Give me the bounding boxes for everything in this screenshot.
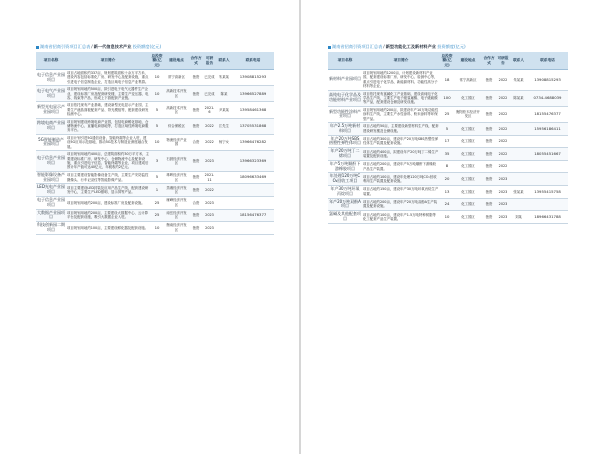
feasibility-report-cell: 2022 <box>496 160 510 173</box>
cooperation-cell: 独资 <box>482 173 496 186</box>
project-name-cell: 年产5万吨顺酐下游橡胶项目 <box>328 160 362 173</box>
right-caption-unit: 投资额度(亿元) <box>437 44 466 49</box>
right-table-body <box>328 70 568 224</box>
feasibility-report-cell: 2023 <box>203 222 216 235</box>
investment-cell: 35 <box>440 148 454 161</box>
cooperation-cell: 独资 <box>482 148 496 161</box>
right-caption-category: 新型功能化工及新材料产业 <box>385 44 436 49</box>
contact-person-cell <box>216 222 232 235</box>
project-description-cell: 项目规划用地约500亩，拟引进电子电气元器件生产企业，建设标准厂房及配套研发楼，主要生产变压器、电容、线束等产品，形成上下游配套产业链。 <box>67 87 149 101</box>
project-name-cell: LED光电产业园项目 <box>36 184 66 197</box>
contact-person-cell: 陈某 <box>216 86 232 102</box>
column-header: 合作方式 <box>189 52 203 70</box>
feasibility-report-cell: 2022 <box>496 90 510 106</box>
table-row <box>36 196 274 209</box>
project-name-cell: 5G智能制造产业园项目 <box>36 134 66 150</box>
project-description-cell: 项目占地约400亩，拟建设年产20万吨丁二烯生产装置及配套设施。 <box>362 148 440 161</box>
location-cell: 化工园区 <box>454 148 482 161</box>
table-row <box>328 123 568 136</box>
project-name-cell: 新型光电显示产业园项目 <box>36 102 66 118</box>
cooperation-cell: 独资 <box>189 102 203 118</box>
investment-cell: 18 <box>440 70 454 91</box>
contact-person-cell: 张某某 <box>510 186 527 199</box>
feasibility-report-cell: 2021.11 <box>203 171 216 184</box>
left-caption-unit: 投资额度(亿元) <box>132 44 162 49</box>
project-description-cell: 项目规划用地约200亩，建设标准厂房及配套设施。 <box>66 196 150 209</box>
left-caption-category: 新一代信息技术产业 <box>93 44 132 49</box>
table-row <box>328 106 568 122</box>
feasibility-report-cell: 2022 <box>496 148 510 161</box>
investment-cell: 17 <box>440 135 454 148</box>
project-description-cell: 项目计划引进5G通信设备、智能终端等企业入驻，建设5G应用示范基地，推动5G技术与制造业深度融合发展。 <box>66 134 150 150</box>
investment-cell: 100 <box>440 90 454 106</box>
column-header: 可研报告 <box>203 52 216 70</box>
column-header: 总投资额(亿元) <box>440 52 454 70</box>
project-name-cell: 年产30万吨环氧丙烷项目 <box>328 186 362 199</box>
table-row <box>36 86 274 102</box>
contact-person-cell <box>510 106 527 122</box>
table-row <box>328 90 568 106</box>
cooperation-cell: 独资 <box>482 90 496 106</box>
column-header: 建设地点 <box>164 52 189 70</box>
table-row <box>36 151 274 172</box>
phone-cell: 13966527889 <box>232 86 274 102</box>
contact-person-cell: 刘某 <box>510 211 527 224</box>
phone-cell <box>232 184 274 197</box>
phone-cell <box>527 173 568 186</box>
table-row <box>328 148 568 161</box>
contact-person-cell: 朱某某 <box>216 70 232 86</box>
contact-person-cell <box>216 171 232 184</box>
project-name-cell: 年产20万吨双酚A项目 <box>328 198 362 211</box>
feasibility-report-cell: 2022 <box>203 118 216 134</box>
phone-cell: 18155476377 <box>527 106 568 122</box>
left-table-body <box>36 70 274 235</box>
phone-cell: 13705531868 <box>232 118 274 134</box>
feasibility-report-cell: 已完成 <box>203 70 216 86</box>
location-cell: 高新技术开发区 <box>164 102 189 118</box>
table-row <box>36 70 274 86</box>
phone-cell: 18966431788 <box>527 211 568 224</box>
project-description-cell: 项目规划用地约200亩，拟建设年产10万吨功能性涂料生产线，主要生产水性涂料、粉末涂料等环保型产品。 <box>363 107 439 121</box>
cooperation-cell: 独资 <box>482 123 496 136</box>
project-description-cell: 项目占地约150亩，建设年产30万吨环氧丙烷生产装置。 <box>362 186 440 199</box>
left-page <box>0 0 299 454</box>
phone-cell <box>527 198 568 211</box>
investment-cell: 24 <box>440 198 454 211</box>
investment-cell: 25 <box>440 106 454 122</box>
contact-person-cell: 江先生 <box>216 118 232 134</box>
cooperation-cell: 独资 <box>189 222 203 235</box>
column-header: 建设地点 <box>454 52 482 70</box>
phone-cell: 13958461368 <box>232 102 274 118</box>
phone-cell <box>527 160 568 173</box>
table-row <box>36 184 274 197</box>
section-marker-icon <box>328 46 331 49</box>
cooperation-cell: 独资 <box>482 211 496 224</box>
left-table-header <box>36 52 274 70</box>
right-table-caption: 湖南省招商引资项目汇总表/新型功能化工及新材料产业 投资额度(亿元) <box>328 44 466 50</box>
table-row <box>328 70 568 91</box>
feasibility-report-cell: 2022 <box>496 123 510 136</box>
contact-person-cell: 尹某某 <box>216 102 232 118</box>
feasibility-report-cell: 2023 <box>203 209 216 222</box>
table-row <box>328 211 568 224</box>
location-cell: 化工园区 <box>454 90 482 106</box>
cooperation-cell: 合资 <box>189 134 203 150</box>
project-description-cell: 项目依托现有产业基础，建设新型光电显示产业园，主要生产液晶面板配套产品、背光模组等，配套建设研发检测中心。 <box>67 103 149 117</box>
project-description-cell: 项目占地约50亩，主要建设新型材料生产线，配套建设研发楼及仓储设施。 <box>362 123 440 136</box>
project-name-cell: 高纯电子化学品及功能材料产业项目 <box>328 90 362 106</box>
feasibility-report-cell: 2023 <box>496 211 510 224</box>
location-cell: 石鼓经济开发区 <box>164 151 189 172</box>
location-cell: 南岳经济开发区 <box>164 209 189 222</box>
investment-cell: 13 <box>440 186 454 199</box>
location-cell: 常宁高新区 <box>164 70 189 86</box>
table-row <box>328 198 568 211</box>
cooperation-cell: 独资 <box>482 198 496 211</box>
column-header: 总投资额(亿元) <box>150 52 164 70</box>
phone-cell: 13966323369 <box>232 151 274 172</box>
investment-cell: 10 <box>150 86 164 102</box>
table-row <box>328 135 568 148</box>
location-cell: 综合保税区 <box>164 118 189 134</box>
contact-person-cell <box>510 135 527 148</box>
project-description-cell: 项目占地约300亩，建设年产20万吨SBS热塑性弹性体生产装置及配套设施。 <box>362 135 440 148</box>
table-row <box>36 134 274 150</box>
column-header: 项目名称 <box>328 52 362 70</box>
feasibility-report-cell: 2022 <box>496 106 510 122</box>
project-name-cell: 大数据产业园项目 <box>36 209 66 222</box>
cooperation-cell: 独资 <box>189 209 203 222</box>
table-row <box>328 160 568 173</box>
project-description-cell: 项目主要建设智能影像设备生产线，主要生产安防监控摄像头、行车记录仪等智能影像产品。 <box>66 171 150 184</box>
feasibility-report-cell: 2022 <box>496 135 510 148</box>
project-description-cell: 项目规划用地约200亩，主要建设大数据中心、云计算平台及配套设施，吸引大数据企业入驻。 <box>66 209 150 222</box>
feasibility-report-cell: 2023 <box>203 196 216 209</box>
cooperation-cell: 独资 <box>189 151 203 172</box>
contact-person-cell <box>510 148 527 161</box>
cooperation-cell: 独资 <box>482 186 496 199</box>
location-cell: 化工园区 <box>454 186 482 199</box>
investment-cell: 3 <box>150 151 164 172</box>
cooperation-cell: 独资 <box>189 184 203 197</box>
project-description-cell: 项目占地面积约337亩，规划建筑面积十余万平方米，建设内容包括标准化厂房、研发中心及配套设施，重点引进电子信息制造企业，打造区域电子信息产业集群。 <box>67 71 149 84</box>
right-caption-prefix: 湖南省招商引资项目汇总表 <box>332 44 383 49</box>
column-header: 联系人 <box>216 52 232 70</box>
contact-person-cell <box>510 160 527 173</box>
phone-cell: 18156476377 <box>232 209 274 222</box>
location-cell: 衡南经济开发区 <box>164 222 189 235</box>
project-description-cell: 项目规划用地约100亩，主要建设孵化器及配套设施。 <box>66 222 150 235</box>
column-header: 可研报告 <box>496 52 510 70</box>
contact-person-cell: 陈某某 <box>510 90 527 106</box>
investment-cell: 10 <box>150 222 164 235</box>
feasibility-report-cell: 2023 <box>496 186 510 199</box>
project-description-cell: 项目规划用地约400亩，总建筑面积约30万平方米，主要建设标准厂房、研发中心、仓储物流中心及配套设施，重点引进电子信息、智能终端等企业，项目建成后预计年产值可达40亿元，年税收约2亿元。 <box>67 152 149 170</box>
project-name-cell: 电子信息产业园项目 <box>36 151 66 172</box>
investment-cell: 5 <box>150 102 164 118</box>
table-row <box>36 209 274 222</box>
phone-cell: 13908815293 <box>232 70 274 86</box>
investment-cell: 25 <box>150 196 164 209</box>
table-row <box>36 171 274 184</box>
location-cell: 高新技术开发区 <box>164 86 189 102</box>
project-description-cell: 项目占地约100亩，建设年产1.5万吨特种树脂等化工配套产品生产装置。 <box>362 211 440 224</box>
phone-cell <box>232 222 274 235</box>
location-cell: 衡阳松木经济开发区 <box>454 106 482 122</box>
feasibility-report-cell: 2022 <box>203 134 216 150</box>
investment-cell: 1 <box>150 184 164 197</box>
project-name-cell: 电子信息产业园项目 <box>36 70 66 86</box>
investment-cell: 5 <box>150 118 164 134</box>
project-name-cell: 年处理120万吨CO₂回收工项目 <box>328 173 362 186</box>
project-description-cell: 项目依托现有氯碱化工产业基础，建设高纯电子化学品生产线，主要生产电子级氢氟酸、电子级硫酸等产品，配套建设仓储及研发设施。 <box>362 90 440 106</box>
investment-cell: 25 <box>150 209 164 222</box>
cooperation-cell: 独资 <box>482 160 496 173</box>
feasibility-report-cell: 2021.6 <box>203 102 216 118</box>
contact-person-cell <box>216 209 232 222</box>
investment-cell: 10 <box>150 70 164 86</box>
feasibility-report-cell: 2023 <box>203 151 216 172</box>
project-description-cell: 项目主要建设LED封装及应用产品生产线，配套建设研发中心，主要生产LED照明、显示屏等产品。 <box>66 184 150 197</box>
location-cell: 珠晖经济开发区 <box>164 171 189 184</box>
phone-cell: 13955415758 <box>527 186 568 199</box>
cooperation-cell: 独资 <box>189 70 203 86</box>
investment-cell: 8 <box>440 160 454 173</box>
phone-cell: 18055451667 <box>527 148 568 161</box>
table-row <box>36 118 274 134</box>
phone-cell: 0734-4688039 <box>527 90 568 106</box>
location-cell: 化工园区 <box>454 173 482 186</box>
project-description-cell: 项目占地约200亩，建设年产20万吨双酚A生产装置及配套设施。 <box>362 198 440 211</box>
location-cell: 化工园区 <box>454 135 482 148</box>
investment-cell: 5 <box>150 171 164 184</box>
feasibility-report-cell: 2023 <box>496 173 510 186</box>
project-name-cell: 科技创新园二期项目 <box>36 222 66 235</box>
feasibility-report-cell: 2023 <box>496 198 510 211</box>
column-header: 项目简介 <box>362 52 440 70</box>
phone-cell <box>232 196 274 209</box>
project-name-cell: 氯碱及其他配套项目 <box>328 211 362 224</box>
project-description-cell: 项目规划建设跨境电商产业园，包括电商孵化基地、仓储物流中心、直播电商基地等，打造区域性跨境电商服务平台。 <box>67 119 149 133</box>
column-header: 项目简介 <box>66 52 150 70</box>
project-name-cell: 智能影像设备产业园项目 <box>36 171 66 184</box>
left-project-table <box>36 52 274 235</box>
right-project-table <box>328 52 568 224</box>
investment-cell: 20 <box>440 173 454 186</box>
table-row <box>36 102 274 118</box>
table-row <box>328 173 568 186</box>
investment-cell: 10 <box>150 134 164 150</box>
section-marker-icon <box>36 46 39 49</box>
cooperation-cell: 独资 <box>189 86 203 102</box>
location-cell: 化工园区 <box>454 160 482 173</box>
phone-cell: 18096633469 <box>232 171 274 184</box>
investment-cell: 5 <box>440 123 454 136</box>
project-name-cell: 新材料产业园项目 <box>328 70 362 91</box>
project-name-cell: 年产20万吨SBS热塑性弹性体项目 <box>328 135 362 148</box>
left-table-caption: 湖南省招商引资项目汇总表/新一代信息技术产业 投资额度(亿元) <box>36 44 161 50</box>
right-page <box>301 0 600 454</box>
location-cell: 化工园区 <box>454 198 482 211</box>
table-row <box>328 186 568 199</box>
table-row <box>36 222 274 235</box>
contact-person-cell <box>510 123 527 136</box>
cooperation-cell: 独资 <box>482 135 496 148</box>
project-name-cell: 年产2.5万吨新材料项目 <box>328 123 362 136</box>
location-cell: 化工园区 <box>454 123 482 136</box>
cooperation-cell: 独资 <box>482 70 496 91</box>
left-caption-prefix: 湖南省招商引资项目汇总表 <box>40 44 91 49</box>
location-cell: 雁峰经济开发区 <box>164 196 189 209</box>
location-cell: 物流经济产业园 <box>164 134 189 150</box>
cooperation-cell: 独资 <box>189 171 203 184</box>
phone-cell: 15956186411 <box>527 123 568 136</box>
location-cell: 化工园区 <box>454 211 482 224</box>
phone-cell: 13966476282 <box>232 134 274 150</box>
contact-person-cell <box>216 151 232 172</box>
column-header: 联系电话 <box>527 52 568 70</box>
project-description-cell: 项目占地约200亩，建设年产5万吨顺酐下游橡胶产品生产装置。 <box>362 160 440 173</box>
column-header: 联系电话 <box>232 52 274 70</box>
phone-cell: 13908815293 <box>527 70 568 91</box>
contact-person-cell <box>216 184 232 197</box>
feasibility-report-cell: 已完成 <box>203 86 216 102</box>
project-name-cell: 年产20万吨丁二烯项目 <box>328 148 362 161</box>
contact-person-cell <box>510 173 527 186</box>
project-name-cell: 新型功能性涂料产业项目 <box>328 106 362 122</box>
contact-person-cell: 朱某某 <box>510 70 527 91</box>
feasibility-report-cell: 2022 <box>496 70 510 91</box>
project-name-cell: 电子信息产业园项目 <box>36 196 66 209</box>
right-table-header <box>328 52 568 70</box>
contact-person-cell: 杨宁女 <box>216 134 232 150</box>
column-header: 合作方式 <box>482 52 496 70</box>
project-name-cell: 电子电气产业园项目 <box>36 86 66 102</box>
cooperation-cell: 独资 <box>189 118 203 134</box>
project-description-cell: 项目规划用地约1200亩，计划建设新材料产业园，配套建设标准厂房、研发中心、检测中心等，重点引进电子化学品、新能源材料、功能性高分子材料等企业。 <box>362 70 440 91</box>
column-header: 联系人 <box>510 52 527 70</box>
feasibility-report-cell: 2022 <box>203 184 216 197</box>
phone-cell <box>527 135 568 148</box>
cooperation-cell: 独资 <box>482 106 496 122</box>
column-header: 项目名称 <box>36 52 66 70</box>
investment-cell: 10 <box>440 211 454 224</box>
project-description-cell: 项目占地约100亩，建设年处理120万吨CO₂回收利用生产装置及配套设施。 <box>362 173 440 186</box>
cooperation-cell: 合资 <box>189 196 203 209</box>
location-cell: 蒸湘经济开发区 <box>164 184 189 197</box>
location-cell: 常宁高新区 <box>454 70 482 91</box>
contact-person-cell <box>510 198 527 211</box>
contact-person-cell <box>216 196 232 209</box>
project-name-cell: 跨境电商产业园项目 <box>36 118 66 134</box>
